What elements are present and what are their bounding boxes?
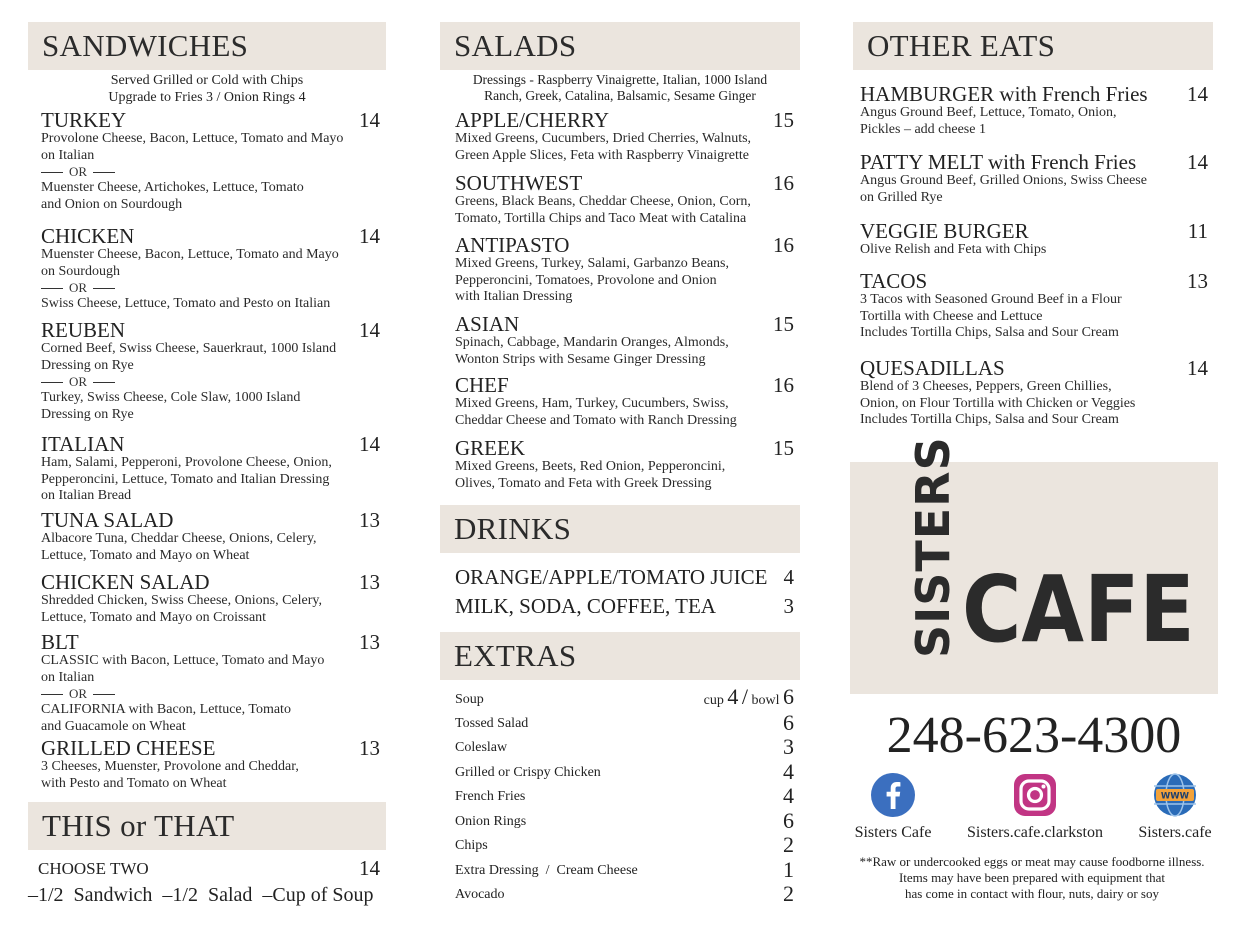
desc-line: 3 Cheeses, Muenster, Provolone and Cheddar, [41, 759, 299, 774]
extra-price: 3 [783, 734, 794, 759]
desc-line: Onion, on Flour Tortilla with Chicken or Veggies [860, 395, 1136, 411]
extra-price: 2 [783, 881, 794, 906]
soup-prices [704, 684, 794, 710]
bowl-price: 6 [783, 684, 794, 709]
item-description [41, 653, 386, 735]
desc-line: on Sourdough [41, 263, 120, 279]
bowl-label: bowl [751, 693, 780, 708]
logo-word-sisters: SISTERS [906, 436, 960, 658]
desc-line: Albacore Tuna, Cheddar Cheese, Onions, Celery, [41, 531, 317, 546]
item-description [455, 194, 800, 227]
social-website[interactable] [1130, 772, 1220, 842]
extra-item [455, 808, 794, 832]
dressings-note [440, 72, 800, 104]
social-label: Sisters.cafe [1138, 824, 1212, 841]
extra-name: Onion Rings [455, 814, 527, 829]
sandwiches-note-line1: Served Grilled or Cold with Chips [110, 73, 304, 88]
extra-item [455, 881, 794, 905]
drink-juice [455, 565, 794, 590]
salads-header: SALADS [440, 22, 800, 70]
other-eats-header: OTHER EATS [853, 22, 1213, 70]
extra-item [455, 783, 794, 807]
desc-line: Wonton Strips with Sesame Ginger Dressing [455, 351, 706, 367]
item-description [455, 131, 800, 164]
drink-name: MILK, SODA, COFFEE, TEA [455, 594, 716, 618]
desc-line: Shredded Chicken, Swiss Cheese, Onions, Celery, [41, 593, 322, 608]
drink-price: 4 [783, 565, 794, 589]
or-divider [41, 686, 386, 702]
drink-milk-soda [455, 594, 794, 619]
item-price: 16 [773, 373, 794, 397]
extra-name: Extra Dressing / Cream Cheese [455, 863, 638, 878]
menu-item-reuben [41, 320, 386, 423]
menu-item-greek [455, 438, 800, 492]
menu-item-blt [41, 632, 386, 735]
desc-line: Pepperoncini, Tomatoes, Provolone and Onion [455, 272, 717, 288]
item-price: 13 [1187, 269, 1208, 293]
disclaimer-line3: has come in contact with flour, nuts, dairy or soy [904, 886, 1159, 901]
desc-line: Muenster Cheese, Artichokes, Lettuce, Tomato [41, 180, 304, 195]
item-price: 15 [773, 108, 794, 132]
item-price: 16 [773, 171, 794, 195]
item-description [41, 131, 386, 213]
menu-item-grilled-cheese [41, 738, 386, 792]
item-price: 14 [359, 432, 380, 456]
item-name: VEGGIE BURGER [860, 219, 1029, 243]
choose-two-label: CHOOSE TWO [38, 859, 149, 878]
item-price: 15 [773, 312, 794, 336]
item-description [41, 455, 386, 505]
menu-item-quesadillas [860, 358, 1214, 429]
item-price: 11 [1187, 219, 1208, 243]
this-or-that-price: 14 [359, 856, 380, 880]
extra-price: 2 [783, 832, 794, 857]
desc-line: Lettuce, Tomato and Mayo on Wheat [41, 547, 250, 563]
extra-price: 4 [783, 783, 794, 808]
or-label: OR [69, 280, 88, 295]
item-name: BLT [41, 630, 79, 654]
desc-line: Muenster Cheese, Bacon, Lettuce, Tomato and Mayo [41, 247, 339, 262]
menu-item-chef [455, 375, 800, 429]
desc-line: Pepperoncini, Lettuce, Tomato and Italian Dressing [41, 471, 330, 487]
cup-label: cup [703, 693, 724, 708]
cup-price: 4 [727, 684, 739, 709]
desc-line: Cheddar Cheese and Tomato with Ranch Dressing [455, 412, 737, 428]
desc-line: Includes Tortilla Chips, Salsa and Sour Cream [860, 325, 1119, 340]
desc-line: Angus Ground Beef, Lettuce, Tomato, Onion, [860, 105, 1117, 120]
desc-line: Blend of 3 Cheeses, Peppers, Green Chillies, [860, 379, 1112, 394]
menu-item-southwest [455, 173, 800, 227]
desc-line: Mixed Greens, Beets, Red Onion, Pepperoncini, [455, 459, 726, 474]
desc-line: Lettuce, Tomato and Mayo on Croissant [41, 609, 267, 625]
item-name: GRILLED CHEESE [41, 736, 216, 760]
item-name: QUESADILLAS [860, 356, 1005, 380]
item-name: CHICKEN SALAD [41, 570, 210, 594]
extra-price: 4 [783, 759, 794, 784]
item-price: 13 [359, 630, 380, 654]
item-price: 13 [359, 736, 380, 760]
item-description [41, 759, 386, 792]
desc-line: Swiss Cheese, Lettuce, Tomato and Pesto on Italian [41, 296, 331, 311]
food-safety-disclaimer [840, 854, 1224, 902]
desc-line: Greens, Black Beans, Cheddar Cheese, Onion, Corn, [455, 194, 751, 209]
desc-line: on Italian [41, 147, 95, 163]
extra-name: Tossed Salad [455, 716, 529, 731]
sandwiches-note [28, 73, 386, 106]
desc-line: Pickles – add cheese 1 [860, 121, 986, 137]
item-description [455, 396, 800, 429]
desc-line: and Onion on Sourdough [41, 196, 183, 212]
extra-item [455, 710, 794, 734]
desc-line: Provolone Cheese, Bacon, Lettuce, Tomato and Mayo [41, 131, 344, 146]
web-globe-icon [1152, 772, 1198, 818]
extra-name: Avocado [455, 887, 505, 902]
dressings-line2: Ranch, Greek, Catalina, Balsamic, Sesame Ginger [484, 88, 756, 103]
menu-item-tuna-salad [41, 510, 386, 564]
desc-line: 3 Tacos with Seasoned Ground Beef in a Flour [860, 292, 1122, 307]
desc-line: Turkey, Swiss Cheese, Cole Slaw, 1000 Island [41, 390, 301, 405]
desc-line: Tortilla with Cheese and Lettuce [860, 308, 1043, 324]
menu-item-italian [41, 434, 386, 505]
item-name: HAMBURGER with French Fries [860, 82, 1148, 106]
item-name: PATTY MELT with French Fries [860, 150, 1137, 174]
slash: / [741, 684, 748, 709]
social-label: Sisters.cafe.clarkston [967, 824, 1103, 841]
item-price: 14 [1187, 356, 1208, 380]
desc-line: Mixed Greens, Turkey, Salami, Garbanzo Beans, [455, 256, 729, 271]
item-name: APPLE/CHERRY [455, 108, 610, 132]
item-price: 14 [359, 318, 380, 342]
social-instagram[interactable] [952, 772, 1118, 842]
desc-line: Tomato, Tortilla Chips and Taco Meat with Catalina [455, 210, 747, 226]
desc-line: on Italian [41, 669, 95, 685]
item-description [41, 531, 386, 564]
menu-item-veggie-burger [860, 221, 1214, 259]
menu-item-apple-cherry [455, 110, 800, 164]
item-name: GREEK [455, 436, 525, 460]
or-divider [41, 374, 386, 390]
extra-item [455, 759, 794, 783]
item-name: TURKEY [41, 108, 127, 132]
instagram-icon [1012, 772, 1058, 818]
menu-item-chicken-salad [41, 572, 386, 626]
item-description [860, 173, 1214, 206]
desc-line: with Pesto and Tomato on Wheat [41, 775, 227, 791]
item-description [860, 242, 1214, 259]
or-label: OR [69, 686, 88, 701]
menu-item-turkey [41, 110, 386, 213]
item-price: 14 [359, 224, 380, 248]
social-facebook[interactable] [848, 772, 938, 842]
disclaimer-line2: Items may have been prepared with equipment that [898, 870, 1166, 885]
sandwiches-header: SANDWICHES [28, 22, 386, 70]
desc-line: Corned Beef, Swiss Cheese, Sauerkraut, 1000 Island [41, 341, 337, 356]
desc-line: Mixed Greens, Cucumbers, Dried Cherries, Walnuts, [455, 131, 752, 146]
item-name: TACOS [860, 269, 928, 293]
item-name: CHICKEN [41, 224, 135, 248]
this-or-that-header: THIS or THAT [28, 802, 386, 850]
item-description [860, 292, 1214, 342]
item-price: 16 [773, 233, 794, 257]
item-description [860, 105, 1214, 138]
sisters-cafe-logo [850, 436, 1218, 694]
or-divider [41, 280, 386, 296]
desc-line: Angus Ground Beef, Grilled Onions, Swiss Cheese [860, 173, 1147, 188]
desc-line: with Italian Dressing [455, 289, 573, 304]
extra-soup [455, 686, 794, 710]
extra-price: 6 [783, 808, 794, 833]
item-name: ASIAN [455, 312, 520, 336]
dressings-line1: Dressings - Raspberry Vinaigrette, Italian, 1000 Island [472, 72, 768, 87]
item-price: 14 [1187, 150, 1208, 174]
item-description [455, 335, 800, 368]
or-label: OR [69, 164, 88, 179]
desc-line: Spinach, Cabbage, Mandarin Oranges, Almonds, [455, 335, 729, 350]
item-name: REUBEN [41, 318, 125, 342]
desc-line: Ham, Salami, Pepperoni, Provolone Cheese, Onion, [41, 455, 332, 470]
menu-item-patty-melt [860, 152, 1214, 206]
extra-name: Grilled or Crispy Chicken [455, 765, 601, 780]
drinks-header: DRINKS [440, 505, 800, 553]
desc-line: Mixed Greens, Ham, Turkey, Cucumbers, Swiss, [455, 396, 729, 411]
extra-name: Soup [455, 692, 484, 707]
extra-item [455, 832, 794, 856]
this-or-that-options: –1/2 Sandwich –1/2 Salad –Cup of Soup [28, 884, 374, 906]
drink-name: ORANGE/APPLE/TOMATO JUICE [455, 565, 768, 589]
item-description [41, 341, 386, 423]
item-description [455, 459, 800, 492]
menu-item-antipasto [455, 235, 800, 306]
item-name: CHEF [455, 373, 509, 397]
desc-line: on Grilled Rye [860, 189, 943, 205]
menu-item-asian [455, 314, 800, 368]
item-description [41, 593, 386, 626]
social-label: Sisters Cafe [854, 824, 932, 841]
desc-line: Green Apple Slices, Feta with Raspberry Vinaigrette [455, 147, 749, 163]
extra-name: French Fries [455, 789, 526, 804]
drink-price: 3 [783, 594, 794, 618]
item-price: 15 [773, 436, 794, 460]
desc-line: Olives, Tomato and Feta with Greek Dressing [455, 475, 712, 491]
desc-line: and Guacamole on Wheat [41, 718, 186, 734]
item-name: ANTIPASTO [455, 233, 570, 257]
phone-number: 248-623-4300 [886, 707, 1182, 764]
or-label: OR [69, 374, 88, 389]
extra-price: 1 [783, 857, 794, 882]
logo-word-cafe: CAFE [962, 556, 1195, 663]
desc-line: CLASSIC with Bacon, Lettuce, Tomato and Mayo [41, 653, 325, 668]
desc-line: Olive Relish and Feta with Chips [860, 242, 1047, 257]
desc-line: Dressing on Rye [41, 406, 134, 422]
desc-line: Dressing on Rye [41, 357, 134, 373]
extra-name: Coleslaw [455, 740, 508, 755]
extras-header: EXTRAS [440, 632, 800, 680]
menu-item-hamburger [860, 84, 1214, 138]
desc-line: on Italian Bread [41, 488, 132, 503]
item-price: 14 [1187, 82, 1208, 106]
desc-line: CALIFORNIA with Bacon, Lettuce, Tomato [41, 702, 291, 717]
desc-line: Includes Tortilla Chips, Salsa and Sour Cream [860, 412, 1119, 427]
item-name: ITALIAN [41, 432, 125, 456]
item-price: 13 [359, 508, 380, 532]
item-name: SOUTHWEST [455, 171, 583, 195]
item-description [860, 379, 1214, 429]
extra-item [455, 857, 794, 881]
item-description [41, 247, 386, 313]
svg-text:WWW: WWW [1160, 791, 1190, 802]
or-divider [41, 164, 386, 180]
menu-item-chicken [41, 226, 386, 313]
item-price: 14 [359, 108, 380, 132]
menu-item-tacos [860, 271, 1214, 342]
item-description [455, 256, 800, 306]
extra-name: Chips [455, 838, 488, 853]
item-name: TUNA SALAD [41, 508, 174, 532]
facebook-icon [870, 772, 916, 818]
extra-price: 6 [783, 710, 794, 735]
disclaimer-line1: **Raw or undercooked eggs or meat may cause foodborne illness. [859, 854, 1205, 869]
extra-item [455, 734, 794, 758]
sandwiches-note-line2: Upgrade to Fries 3 / Onion Rings 4 [108, 89, 306, 105]
item-price: 13 [359, 570, 380, 594]
